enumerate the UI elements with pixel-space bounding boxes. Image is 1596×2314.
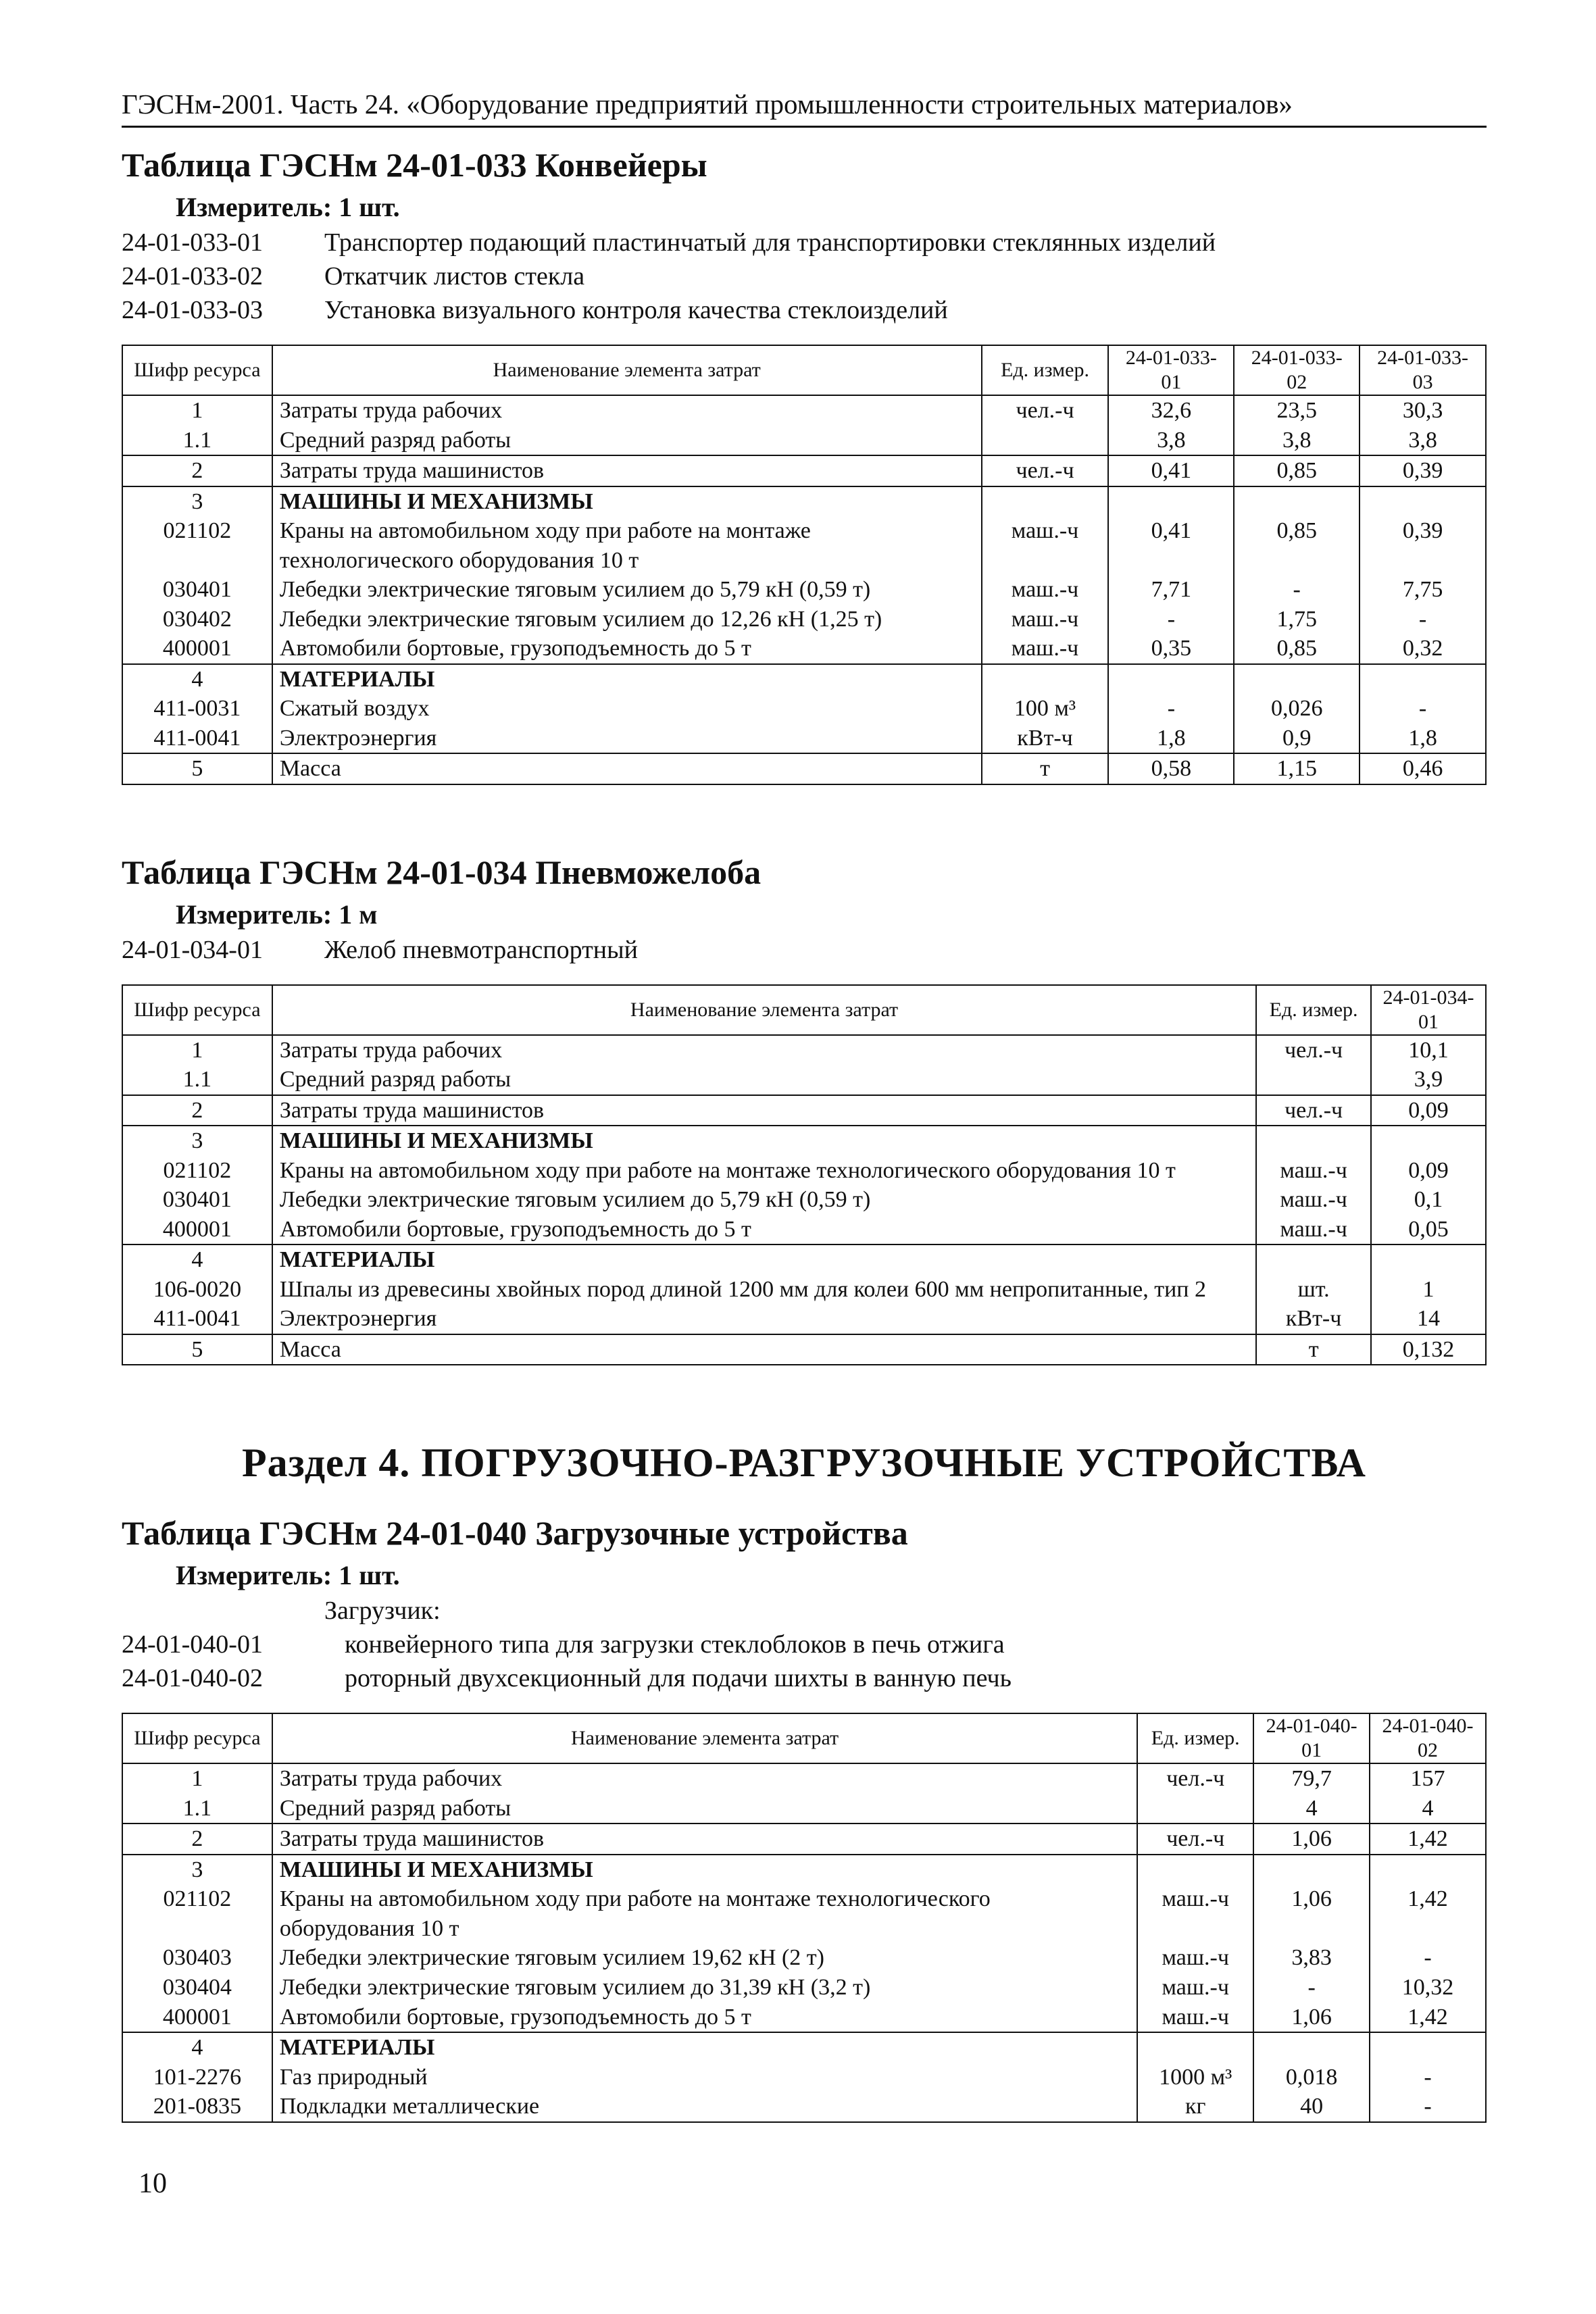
value-cell: 23,5 [1234, 395, 1360, 426]
value-cell: - [1108, 694, 1234, 724]
table-row [122, 1215, 1486, 1245]
value-cell: 7,71 [1108, 575, 1234, 605]
value-cell [1370, 2032, 1486, 2063]
cost-element-name-cell: Затраты труда машинистов [272, 1095, 1256, 1126]
resource-code-cell: 101-2276 [122, 2063, 272, 2092]
cost-element-name-cell: Лебедки электрические тяговым усилием до 5,79 кН (0,59 т) [272, 1185, 1256, 1215]
unit-cell: чел.-ч [1137, 1823, 1253, 1855]
value-cell: 0,41 [1108, 516, 1234, 575]
table-row [122, 575, 1486, 605]
table-row [122, 1763, 1486, 1794]
resource-code-cell: 4 [122, 664, 272, 695]
code-list-item [122, 1661, 1487, 1695]
table-row [122, 753, 1486, 784]
code-list-item [122, 293, 1487, 327]
resource-code-cell: 400001 [122, 634, 272, 664]
code-description: Установка визуального контроля качества стеклоизделий [324, 296, 948, 324]
value-cell: 3,9 [1371, 1065, 1486, 1095]
value-cell: 79,7 [1253, 1763, 1370, 1794]
resource-code-cell: 3 [122, 486, 272, 517]
value-cell: 1,06 [1253, 1884, 1370, 1943]
unit-cell: маш.-ч [1256, 1215, 1371, 1245]
table-row [122, 1794, 1486, 1824]
value-cell: 0,9 [1234, 724, 1360, 754]
cost-element-name-cell: Средний разряд работы [272, 1794, 1137, 1824]
table-row [122, 2063, 1486, 2092]
resource-code-cell: 1.1 [122, 1794, 272, 1824]
value-cell: 32,6 [1108, 395, 1234, 426]
unit-cell: чел.-ч [1137, 1763, 1253, 1794]
value-cell [1234, 664, 1360, 695]
unit-cell: чел.-ч [1256, 1095, 1371, 1126]
header-col: 24-01-040-02 [1370, 1713, 1486, 1763]
unit-cell [982, 486, 1109, 517]
value-cell: - [1370, 1943, 1486, 1973]
unit-cell: т [1256, 1334, 1371, 1365]
value-cell [1108, 486, 1234, 517]
value-cell: 0,132 [1371, 1334, 1486, 1365]
page-number: 10 [139, 2168, 167, 2199]
header-code: Шифр ресурса [122, 345, 272, 395]
table-row [122, 1095, 1486, 1126]
cost-element-name-cell: Средний разряд работы [272, 426, 982, 456]
cost-element-name-cell: МАШИНЫ И МЕХАНИЗМЫ [272, 486, 982, 517]
value-cell: 0,85 [1234, 634, 1360, 664]
header-unit: Ед. измер. [1137, 1713, 1253, 1763]
unit-cell [982, 664, 1109, 695]
resource-code-cell: 3 [122, 1855, 272, 1885]
code-description: роторный двухсекционный для подачи шихты в ванную печь [345, 1664, 1012, 1693]
value-cell [1370, 1855, 1486, 1885]
value-cell: 40 [1253, 2092, 1370, 2122]
section-title: Раздел 4. ПОГРУЗОЧНО-РАЗГРУЗОЧНЫЕ УСТРОЙСТВА [242, 1440, 1366, 1486]
unit-cell: маш.-ч [1256, 1185, 1371, 1215]
value-cell: 4 [1253, 1794, 1370, 1824]
unit-cell [1137, 1855, 1253, 1885]
value-cell: 1,8 [1108, 724, 1234, 754]
code-list-item [122, 1628, 1487, 1661]
cost-element-name-cell: Автомобили бортовые, грузоподъемность до 5 т [272, 1215, 1256, 1245]
value-cell: 0,39 [1360, 516, 1486, 575]
value-cell: 157 [1370, 1763, 1486, 1794]
table-row [122, 1855, 1486, 1885]
code-list [122, 933, 1487, 967]
header-unit: Ед. измер. [1256, 985, 1371, 1035]
value-cell: 0,35 [1108, 634, 1234, 664]
table-row [122, 1156, 1486, 1186]
code-list-item [122, 226, 1487, 259]
running-header: ГЭСНм-2001. Часть 24. «Оборудование предприятий промышленности строительных материалов» [122, 88, 1487, 128]
table-row [122, 426, 1486, 456]
code-description: Транспортер подающий пластинчатый для транспортировки стеклянных изделий [324, 228, 1216, 257]
cost-element-name-cell: Подкладки металлические [272, 2092, 1137, 2122]
value-cell: - [1360, 694, 1486, 724]
code-list-item [122, 933, 1487, 967]
value-cell: 0,46 [1360, 753, 1486, 784]
cost-element-name-cell: МАШИНЫ И МЕХАНИЗМЫ [272, 1855, 1137, 1885]
value-cell: - [1370, 2092, 1486, 2122]
resource-code-cell: 030402 [122, 605, 272, 634]
value-cell: 0,32 [1360, 634, 1486, 664]
table-header-row [122, 985, 1486, 1035]
unit-cell: маш.-ч [982, 634, 1109, 664]
unit-cell [1137, 1794, 1253, 1824]
unit-cell: 100 м³ [982, 694, 1109, 724]
value-cell [1234, 486, 1360, 517]
resource-code-cell: 1 [122, 1763, 272, 1794]
resource-code-cell: 201-0835 [122, 2092, 272, 2122]
resource-code-cell: 1.1 [122, 426, 272, 456]
document-page [122, 88, 1487, 2123]
table-row [122, 694, 1486, 724]
value-cell [1371, 1126, 1486, 1156]
value-cell: 3,8 [1108, 426, 1234, 456]
table-row [122, 516, 1486, 575]
cost-element-name-cell: Шпалы из древесины хвойных пород длиной 1200 мм для колеи 600 мм непропитанные, тип 2 [272, 1275, 1256, 1305]
value-cell: - [1360, 605, 1486, 634]
code: 24-01-040-02 [122, 1664, 263, 1693]
resource-code-cell: 030401 [122, 575, 272, 605]
value-cell: 0,026 [1234, 694, 1360, 724]
resource-code-cell: 2 [122, 455, 272, 486]
unit-cell: чел.-ч [1256, 1035, 1371, 1065]
table-row [122, 1035, 1486, 1065]
cost-element-name-cell: Краны на автомобильном ходу при работе на монтаже технологического оборудования 10 т [272, 516, 982, 575]
value-cell: 1 [1371, 1275, 1486, 1305]
header-col: 24-01-034-01 [1371, 985, 1486, 1035]
code-description: конвейерного типа для загрузки стеклоблоков в печь отжига [345, 1630, 1005, 1659]
resource-code-cell: 411-0031 [122, 694, 272, 724]
value-cell [1371, 1244, 1486, 1275]
value-cell: 1,42 [1370, 2003, 1486, 2033]
cost-element-name-cell: Затраты труда машинистов [272, 1823, 1137, 1855]
value-cell: 7,75 [1360, 575, 1486, 605]
table-row [122, 1275, 1486, 1305]
resource-table [122, 984, 1487, 1366]
header-name: Наименование элемента затрат [272, 985, 1256, 1035]
code: 24-01-033-01 [122, 228, 263, 257]
resource-code-cell: 030401 [122, 1185, 272, 1215]
cost-element-name-cell: Краны на автомобильном ходу при работе на монтаже технологического оборудования 10 т [272, 1156, 1256, 1186]
resource-table [122, 345, 1487, 785]
cost-element-name-cell: Электроэнергия [272, 1304, 1256, 1334]
value-cell: 1,75 [1234, 605, 1360, 634]
table-row [122, 2032, 1486, 2063]
unit-cell: маш.-ч [1137, 2003, 1253, 2033]
table-row [122, 634, 1486, 664]
unit-cell: кВт-ч [1256, 1304, 1371, 1334]
code-list [122, 226, 1487, 327]
value-cell: 30,3 [1360, 395, 1486, 426]
resource-code-cell: 1 [122, 395, 272, 426]
cost-element-name-cell: Масса [272, 1334, 1256, 1365]
table-title: Таблица ГЭСНм 24-01-034 Пневможелоба [122, 853, 762, 891]
cost-element-name-cell: МАТЕРИАЛЫ [272, 1244, 1256, 1275]
unit-cell [1256, 1244, 1371, 1275]
code: 24-01-033-02 [122, 262, 263, 291]
cost-element-name-cell: Масса [272, 753, 982, 784]
table-row [122, 455, 1486, 486]
cost-element-name-cell: Затраты труда рабочих [272, 1035, 1256, 1065]
table-title: Таблица ГЭСНм 24-01-040 Загрузочные устройства [122, 1514, 908, 1553]
table-row [122, 2003, 1486, 2033]
resource-code-cell: 030403 [122, 1943, 272, 1973]
unit-cell: чел.-ч [982, 455, 1109, 486]
value-cell: 0,09 [1371, 1156, 1486, 1186]
value-cell: 10,32 [1370, 1973, 1486, 2003]
resource-code-cell: 4 [122, 1244, 272, 1275]
table-row [122, 1126, 1486, 1156]
code-list-item [122, 259, 1487, 293]
resource-code-cell: 4 [122, 2032, 272, 2063]
table-meter: Измеритель: 1 шт. [176, 1560, 400, 1591]
cost-element-name-cell: МАТЕРИАЛЫ [272, 664, 982, 695]
header-col: 24-01-040-01 [1253, 1713, 1370, 1763]
resource-code-cell: 1.1 [122, 1065, 272, 1095]
cost-element-name-cell: Краны на автомобильном ходу при работе на монтаже технологического оборудования 10 т [272, 1884, 1137, 1943]
table-row [122, 1244, 1486, 1275]
unit-cell: кг [1137, 2092, 1253, 2122]
code: 24-01-033-03 [122, 296, 263, 324]
table-row [122, 2092, 1486, 2122]
unit-cell: кВт-ч [982, 724, 1109, 754]
value-cell: 0,05 [1371, 1215, 1486, 1245]
table-row [122, 1884, 1486, 1943]
value-cell: 0,85 [1234, 455, 1360, 486]
table-row [122, 1823, 1486, 1855]
value-cell: 3,8 [1234, 426, 1360, 456]
header-col: 24-01-033-02 [1234, 345, 1360, 395]
value-cell: 1,8 [1360, 724, 1486, 754]
value-cell: 1,15 [1234, 753, 1360, 784]
code: 24-01-034-01 [122, 935, 263, 964]
code: 24-01-040-01 [122, 1630, 263, 1659]
unit-cell: т [982, 753, 1109, 784]
resource-code-cell: 3 [122, 1126, 272, 1156]
unit-cell [1137, 2032, 1253, 2063]
cost-element-name-cell: Лебедки электрические тяговым усилием до 31,39 кН (3,2 т) [272, 1973, 1137, 2003]
table-row [122, 724, 1486, 754]
table-row [122, 486, 1486, 517]
header-name: Наименование элемента затрат [272, 1713, 1137, 1763]
unit-cell: 1000 м³ [1137, 2063, 1253, 2092]
unit-cell: чел.-ч [982, 395, 1109, 426]
value-cell: - [1253, 1973, 1370, 2003]
cost-element-name-cell: Автомобили бортовые, грузоподъемность до 5 т [272, 634, 982, 664]
table-row [122, 1065, 1486, 1095]
cost-element-name-cell: Затраты труда рабочих [272, 1763, 1137, 1794]
resource-code-cell: 030404 [122, 1973, 272, 2003]
value-cell: 0,09 [1371, 1095, 1486, 1126]
cost-element-name-cell: Автомобили бортовые, грузоподъемность до 5 т [272, 2003, 1137, 2033]
table-header-row [122, 1713, 1486, 1763]
code-list [122, 1594, 1487, 1695]
unit-cell: шт. [1256, 1275, 1371, 1305]
cost-element-name-cell: Затраты труда рабочих [272, 395, 982, 426]
resource-code-cell: 5 [122, 1334, 272, 1365]
code-list-subhead: Загрузчик: [324, 1596, 441, 1626]
table-row [122, 1304, 1486, 1334]
value-cell: - [1108, 605, 1234, 634]
header-name: Наименование элемента затрат [272, 345, 982, 395]
value-cell: 3,8 [1360, 426, 1486, 456]
unit-cell: маш.-ч [982, 575, 1109, 605]
value-cell: 0,58 [1108, 753, 1234, 784]
table-header-row [122, 345, 1486, 395]
value-cell [1253, 2032, 1370, 2063]
header-col: 24-01-033-01 [1108, 345, 1234, 395]
value-cell: 0,39 [1360, 455, 1486, 486]
header-code: Шифр ресурса [122, 1713, 272, 1763]
value-cell [1360, 664, 1486, 695]
value-cell [1108, 664, 1234, 695]
unit-cell [1256, 1065, 1371, 1095]
cost-element-name-cell: Лебедки электрические тяговым усилием 19,62 кН (2 т) [272, 1943, 1137, 1973]
resource-code-cell: 021102 [122, 516, 272, 575]
cost-element-name-cell: МАТЕРИАЛЫ [272, 2032, 1137, 2063]
table-row [122, 1973, 1486, 2003]
value-cell: 14 [1371, 1304, 1486, 1334]
resource-code-cell: 411-0041 [122, 1304, 272, 1334]
unit-cell [1256, 1126, 1371, 1156]
value-cell: 3,83 [1253, 1943, 1370, 1973]
unit-cell: маш.-ч [1256, 1156, 1371, 1186]
resource-code-cell: 021102 [122, 1156, 272, 1186]
value-cell: - [1370, 2063, 1486, 2092]
value-cell: 4 [1370, 1794, 1486, 1824]
resource-code-cell: 400001 [122, 2003, 272, 2033]
table-row [122, 395, 1486, 426]
table-row [122, 605, 1486, 634]
resource-code-cell: 021102 [122, 1884, 272, 1943]
resource-code-cell: 400001 [122, 1215, 272, 1245]
code-description: Желоб пневмотранспортный [324, 935, 638, 964]
table-title: Таблица ГЭСНм 24-01-033 Конвейеры [122, 146, 707, 184]
cost-element-name-cell: Сжатый воздух [272, 694, 982, 724]
unit-cell: маш.-ч [1137, 1943, 1253, 1973]
header-unit: Ед. измер. [982, 345, 1109, 395]
resource-table [122, 1713, 1487, 2122]
table-row [122, 1185, 1486, 1215]
table-meter: Измеритель: 1 м [176, 899, 378, 930]
cost-element-name-cell: Электроэнергия [272, 724, 982, 754]
unit-cell [982, 426, 1109, 456]
value-cell: 10,1 [1371, 1035, 1486, 1065]
table-meter: Измеритель: 1 шт. [176, 192, 400, 222]
cost-element-name-cell: Лебедки электрические тяговым усилием до 5,79 кН (0,59 т) [272, 575, 982, 605]
cost-element-name-cell: Затраты труда машинистов [272, 455, 982, 486]
header-col: 24-01-033-03 [1360, 345, 1486, 395]
cost-element-name-cell: Газ природный [272, 2063, 1137, 2092]
header-code: Шифр ресурса [122, 985, 272, 1035]
value-cell: 1,06 [1253, 2003, 1370, 2033]
value-cell [1360, 486, 1486, 517]
table-row [122, 664, 1486, 695]
value-cell: - [1234, 575, 1360, 605]
resource-code-cell: 2 [122, 1095, 272, 1126]
value-cell: 1,42 [1370, 1823, 1486, 1855]
value-cell: 1,42 [1370, 1884, 1486, 1943]
value-cell: 0,85 [1234, 516, 1360, 575]
value-cell: 0,018 [1253, 2063, 1370, 2092]
value-cell: 0,41 [1108, 455, 1234, 486]
unit-cell: маш.-ч [1137, 1884, 1253, 1943]
value-cell: 0,1 [1371, 1185, 1486, 1215]
unit-cell: маш.-ч [982, 516, 1109, 575]
value-cell [1253, 1855, 1370, 1885]
value-cell: 1,06 [1253, 1823, 1370, 1855]
resource-code-cell: 5 [122, 753, 272, 784]
table-row [122, 1943, 1486, 1973]
cost-element-name-cell: МАШИНЫ И МЕХАНИЗМЫ [272, 1126, 1256, 1156]
table-row [122, 1334, 1486, 1365]
unit-cell: маш.-ч [1137, 1973, 1253, 2003]
cost-element-name-cell: Средний разряд работы [272, 1065, 1256, 1095]
resource-code-cell: 411-0041 [122, 724, 272, 754]
resource-code-cell: 2 [122, 1823, 272, 1855]
resource-code-cell: 1 [122, 1035, 272, 1065]
resource-code-cell: 106-0020 [122, 1275, 272, 1305]
unit-cell: маш.-ч [982, 605, 1109, 634]
cost-element-name-cell: Лебедки электрические тяговым усилием до 12,26 кН (1,25 т) [272, 605, 982, 634]
code-description: Откатчик листов стекла [324, 262, 585, 291]
